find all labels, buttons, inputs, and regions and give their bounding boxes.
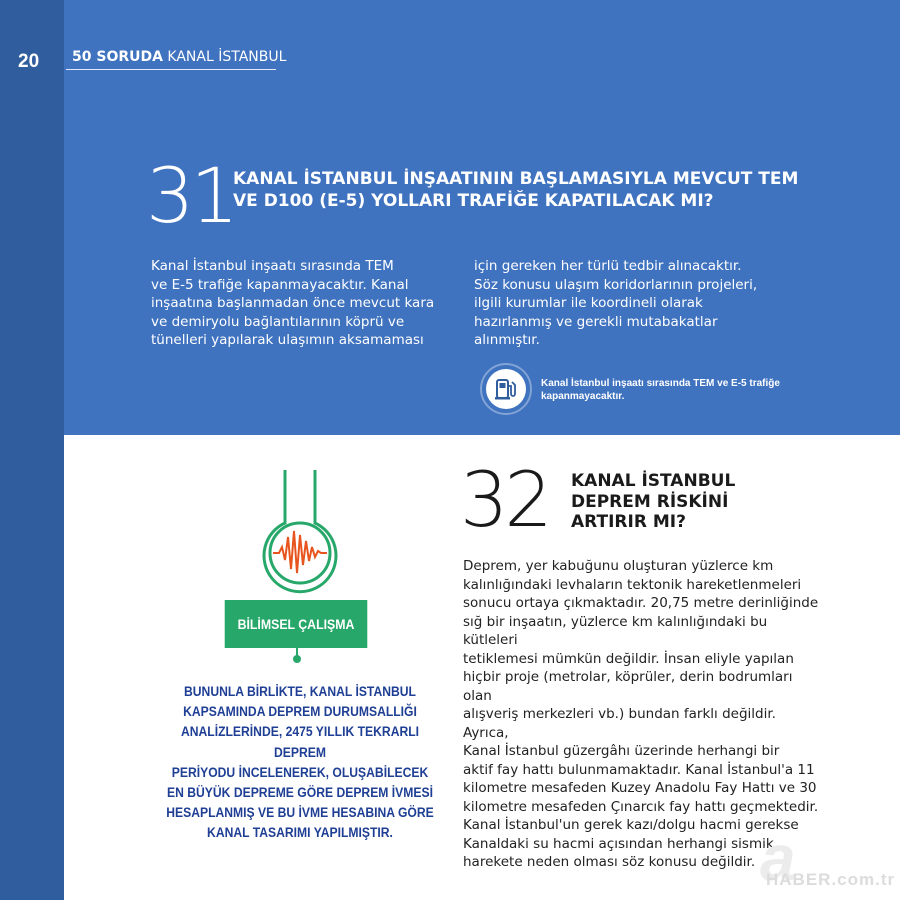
question-31-answer-col2: [474, 257, 794, 350]
page-number: 20: [18, 51, 40, 72]
publication-title-regular: KANAL İSTANBUL: [167, 49, 287, 65]
title-line: KANAL İSTANBUL: [571, 471, 736, 491]
answer-line: kalınlığındaki levhaların tektonik hareketlenmeleri: [463, 576, 802, 593]
answer-line: ve demiryolu bağlantılarının köprü ve: [151, 313, 405, 330]
question-31-number: 31: [146, 151, 235, 240]
title-line: DEPREM RİSKİNİ: [571, 491, 729, 512]
question-31-title: KANAL İSTANBUL İNŞAATININ BAŞLAMASIYLA MEVCUT TEM VE D100 (E-5) YOLLARI TRAFİĞE KAPATILACAK MI?: [233, 169, 799, 211]
answer-line: tünelleri yapılarak ulaşımın aksamaması: [151, 332, 424, 349]
badge-connector-dot: [293, 655, 301, 663]
header-divider: [66, 69, 276, 70]
scientific-study-quote: [156, 682, 444, 844]
answer-line: Kanal İstanbul'un gerek kazı/dolgu hacmi gerekse: [463, 817, 799, 833]
callout-note: [541, 377, 781, 403]
answer-line: tetiklemesi mümkün değildir. İnsan eliyle yapılan: [463, 650, 794, 667]
callout-line: kapanmayacaktır.: [541, 391, 625, 402]
quote-line: EN BÜYÜK DEPREME GÖRE DEPREM İVMESİ: [166, 785, 433, 801]
publication-title-bold: 50 SORUDA: [72, 49, 163, 65]
answer-line: Söz konusu ulaşım koridorlarının projeleri,: [474, 276, 758, 293]
answer-line: Deprem, yer kabuğunu oluşturan yüzlerce km: [463, 558, 774, 574]
callout-line: Kanal İstanbul inşaatı sırasında TEM ve E-5 trafiğe: [541, 378, 780, 389]
quote-line: KAPSAMINDA DEPREM DURUMSALLIĞI: [183, 704, 417, 720]
answer-line: kilometre mesafeden Kuzey Anadolu Fay Hattı ve 30: [463, 780, 817, 796]
answer-line: ve E-5 trafiğe kapanmayacaktır. Kanal: [151, 276, 409, 293]
quote-line: HESAPLANMIŞ VE BU İVME HESABINA GÖRE: [166, 805, 434, 821]
fuel-pump-icon: [486, 369, 526, 409]
watermark-logo: a: [760, 822, 796, 894]
quote-line: KANAL TASARIMI YAPILMIŞTIR.: [207, 825, 393, 841]
answer-line: için gereken her türlü tedbir alınacaktır.: [474, 258, 742, 274]
answer-line: alışveriş merkezleri vb.) bundan farklı değildir. Ayrıca,: [463, 706, 776, 741]
title-line: ARTIRIR MI?: [571, 512, 686, 532]
answer-line: Kanaldaki su hacmi açısından herhangi sismik: [463, 835, 774, 852]
answer-line: hiçbir proje (metrolar, köprüler, derin bodrumları olan: [463, 669, 793, 704]
answer-line: sığ bir inşaatın, yüzlerce km kalınlığındaki bu kütleleri: [463, 613, 768, 648]
answer-line: sonucu ortaya çıkmaktadır. 20,75 metre derinliğinde: [463, 595, 819, 611]
flask-seismograph-icon: [255, 465, 345, 600]
question-31-answer-col1: [151, 257, 461, 350]
answer-line: kilometre mesafeden Çınarcık fay hattı geçmektedir.: [463, 798, 819, 815]
scientific-study-badge: BİLİMSEL ÇALIŞMA: [225, 600, 368, 648]
answer-line: alınmıştır.: [474, 332, 540, 349]
question-32-number: 32: [460, 455, 549, 544]
quote-line: PERİYODU İNCELENEREK, OLUŞABİLECEK: [171, 764, 429, 780]
seismograph-wave: [273, 531, 327, 573]
watermark-text: HABER.com.tr: [766, 870, 896, 889]
answer-line: ilgili kurumlar ile koordineli olarak: [474, 295, 703, 312]
answer-line: hazırlanmış ve gerekli mutabakatlar: [474, 313, 718, 330]
answer-line: harekete neden olması söz konusu değildir.: [463, 854, 756, 870]
answer-line: inşaatına başlanmadan önce mevcut kara: [151, 295, 435, 312]
publication-title: [72, 49, 286, 65]
left-sidebar-strip: [0, 0, 64, 900]
question-32-title: [571, 471, 771, 533]
answer-line: Kanal İstanbul güzergâhı üzerinde herhangi bir: [463, 743, 780, 759]
answer-line: Kanal İstanbul inşaatı sırasında TEM: [151, 258, 394, 274]
quote-line: ANALİZLERİNDE, 2475 YILLIK TEKRARLI DEPREM: [180, 724, 420, 760]
answer-line: aktif fay hattı bulunmamaktadır. Kanal İstanbul'a 11: [463, 761, 815, 778]
quote-line: BUNUNLA BİRLİKTE, KANAL İSTANBUL: [184, 684, 416, 699]
